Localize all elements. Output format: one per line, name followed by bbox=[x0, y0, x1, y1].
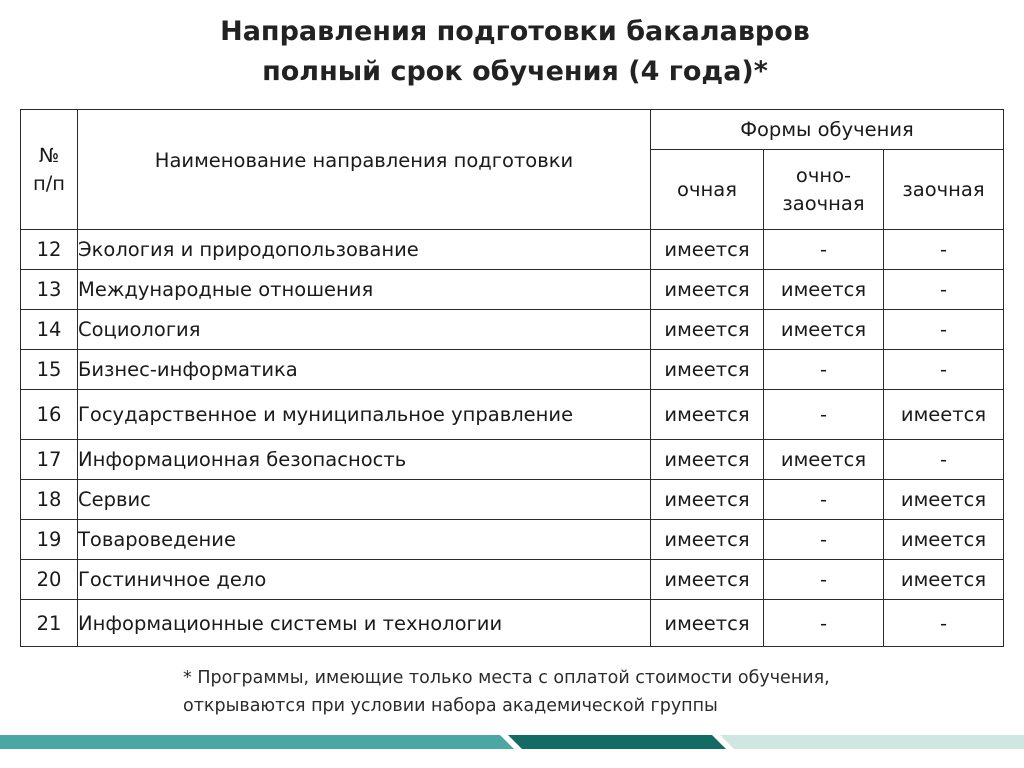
header-number-line-1: № bbox=[38, 143, 60, 167]
table-row bbox=[21, 390, 1004, 440]
band-stripe-dark bbox=[508, 735, 726, 749]
header-program-name-text: Наименование направления подготовки bbox=[154, 148, 574, 172]
program-name: Экология и природопользование bbox=[78, 230, 651, 270]
header-number-line-2: п/п bbox=[32, 171, 66, 195]
table-row bbox=[21, 600, 1004, 647]
part-time-value: - bbox=[764, 520, 884, 560]
full-time-value: имеется bbox=[651, 480, 764, 520]
decorative-band bbox=[0, 735, 1024, 749]
program-name: Информационные системы и технологии bbox=[78, 600, 651, 647]
extramural-value: - bbox=[884, 350, 1004, 390]
full-time-value: имеется bbox=[651, 350, 764, 390]
footnote-line-1: * Программы, имеющие только места с оплатой стоимости обучения, bbox=[183, 668, 830, 688]
header-extramural: заочная bbox=[884, 150, 1004, 230]
header-part-time-line-1: очно- bbox=[795, 163, 852, 187]
program-name: Гостиничное дело bbox=[78, 560, 651, 600]
part-time-value: имеется bbox=[764, 440, 884, 480]
extramural-value: - bbox=[884, 230, 1004, 270]
footnote-line-2: открываются при условии набора академической группы bbox=[183, 696, 718, 716]
program-name: Социология bbox=[78, 310, 651, 350]
programs-table bbox=[20, 109, 1004, 647]
header-full-time: очная bbox=[651, 150, 764, 230]
part-time-value: - bbox=[764, 350, 884, 390]
row-number: 13 bbox=[21, 270, 78, 310]
full-time-value: имеется bbox=[651, 520, 764, 560]
full-time-value: имеется bbox=[651, 560, 764, 600]
table-row bbox=[21, 350, 1004, 390]
program-name: Сервис bbox=[78, 480, 651, 520]
table-row bbox=[21, 480, 1004, 520]
extramural-value: - bbox=[884, 440, 1004, 480]
program-name: Международные отношения bbox=[78, 270, 651, 310]
row-number: 14 bbox=[21, 310, 78, 350]
header-part-time bbox=[764, 150, 884, 230]
band-stripe-pale bbox=[720, 735, 1024, 749]
full-time-value: имеется bbox=[651, 390, 764, 440]
part-time-value: имеется bbox=[764, 310, 884, 350]
extramural-value: - bbox=[884, 600, 1004, 647]
full-time-value: имеется bbox=[651, 440, 764, 480]
header-study-forms: Формы обучения bbox=[651, 110, 1004, 150]
row-number: 20 bbox=[21, 560, 78, 600]
row-number: 18 bbox=[21, 480, 78, 520]
part-time-value: - bbox=[764, 560, 884, 600]
extramural-value: - bbox=[884, 270, 1004, 310]
row-number: 16 bbox=[21, 390, 78, 440]
table-row bbox=[21, 440, 1004, 480]
title-line-1: Направления подготовки бакалавров bbox=[220, 16, 810, 47]
table-row bbox=[21, 270, 1004, 310]
table-row bbox=[21, 560, 1004, 600]
table-row bbox=[21, 230, 1004, 270]
program-name: Товароведение bbox=[78, 520, 651, 560]
header-part-time-line-2: заочная bbox=[782, 191, 865, 215]
full-time-value: имеется bbox=[651, 310, 764, 350]
full-time-value: имеется bbox=[651, 270, 764, 310]
part-time-value: - bbox=[764, 230, 884, 270]
footnote bbox=[183, 664, 830, 720]
header-row-1 bbox=[21, 110, 1004, 150]
extramural-value: имеется bbox=[884, 520, 1004, 560]
page-title bbox=[0, 12, 1024, 92]
program-name: Государственное и муниципальное управление bbox=[78, 390, 651, 440]
title-line-2: полный срок обучения (4 года)* bbox=[262, 56, 768, 87]
extramural-value: имеется bbox=[884, 480, 1004, 520]
full-time-value: имеется bbox=[651, 230, 764, 270]
row-number: 21 bbox=[21, 600, 78, 647]
row-number: 17 bbox=[21, 440, 78, 480]
program-name: Бизнес-информатика bbox=[78, 350, 651, 390]
band-stripe-light bbox=[0, 735, 514, 749]
table-row bbox=[21, 520, 1004, 560]
full-time-value: имеется bbox=[651, 600, 764, 647]
extramural-value: имеется bbox=[884, 560, 1004, 600]
extramural-value: имеется bbox=[884, 390, 1004, 440]
part-time-value: имеется bbox=[764, 270, 884, 310]
table-row bbox=[21, 310, 1004, 350]
header-number bbox=[21, 110, 78, 230]
part-time-value: - bbox=[764, 390, 884, 440]
row-number: 19 bbox=[21, 520, 78, 560]
header-program-name bbox=[78, 110, 651, 230]
row-number: 12 bbox=[21, 230, 78, 270]
row-number: 15 bbox=[21, 350, 78, 390]
extramural-value: - bbox=[884, 310, 1004, 350]
program-name: Информационная безопасность bbox=[78, 440, 651, 480]
part-time-value: - bbox=[764, 600, 884, 647]
part-time-value: - bbox=[764, 480, 884, 520]
